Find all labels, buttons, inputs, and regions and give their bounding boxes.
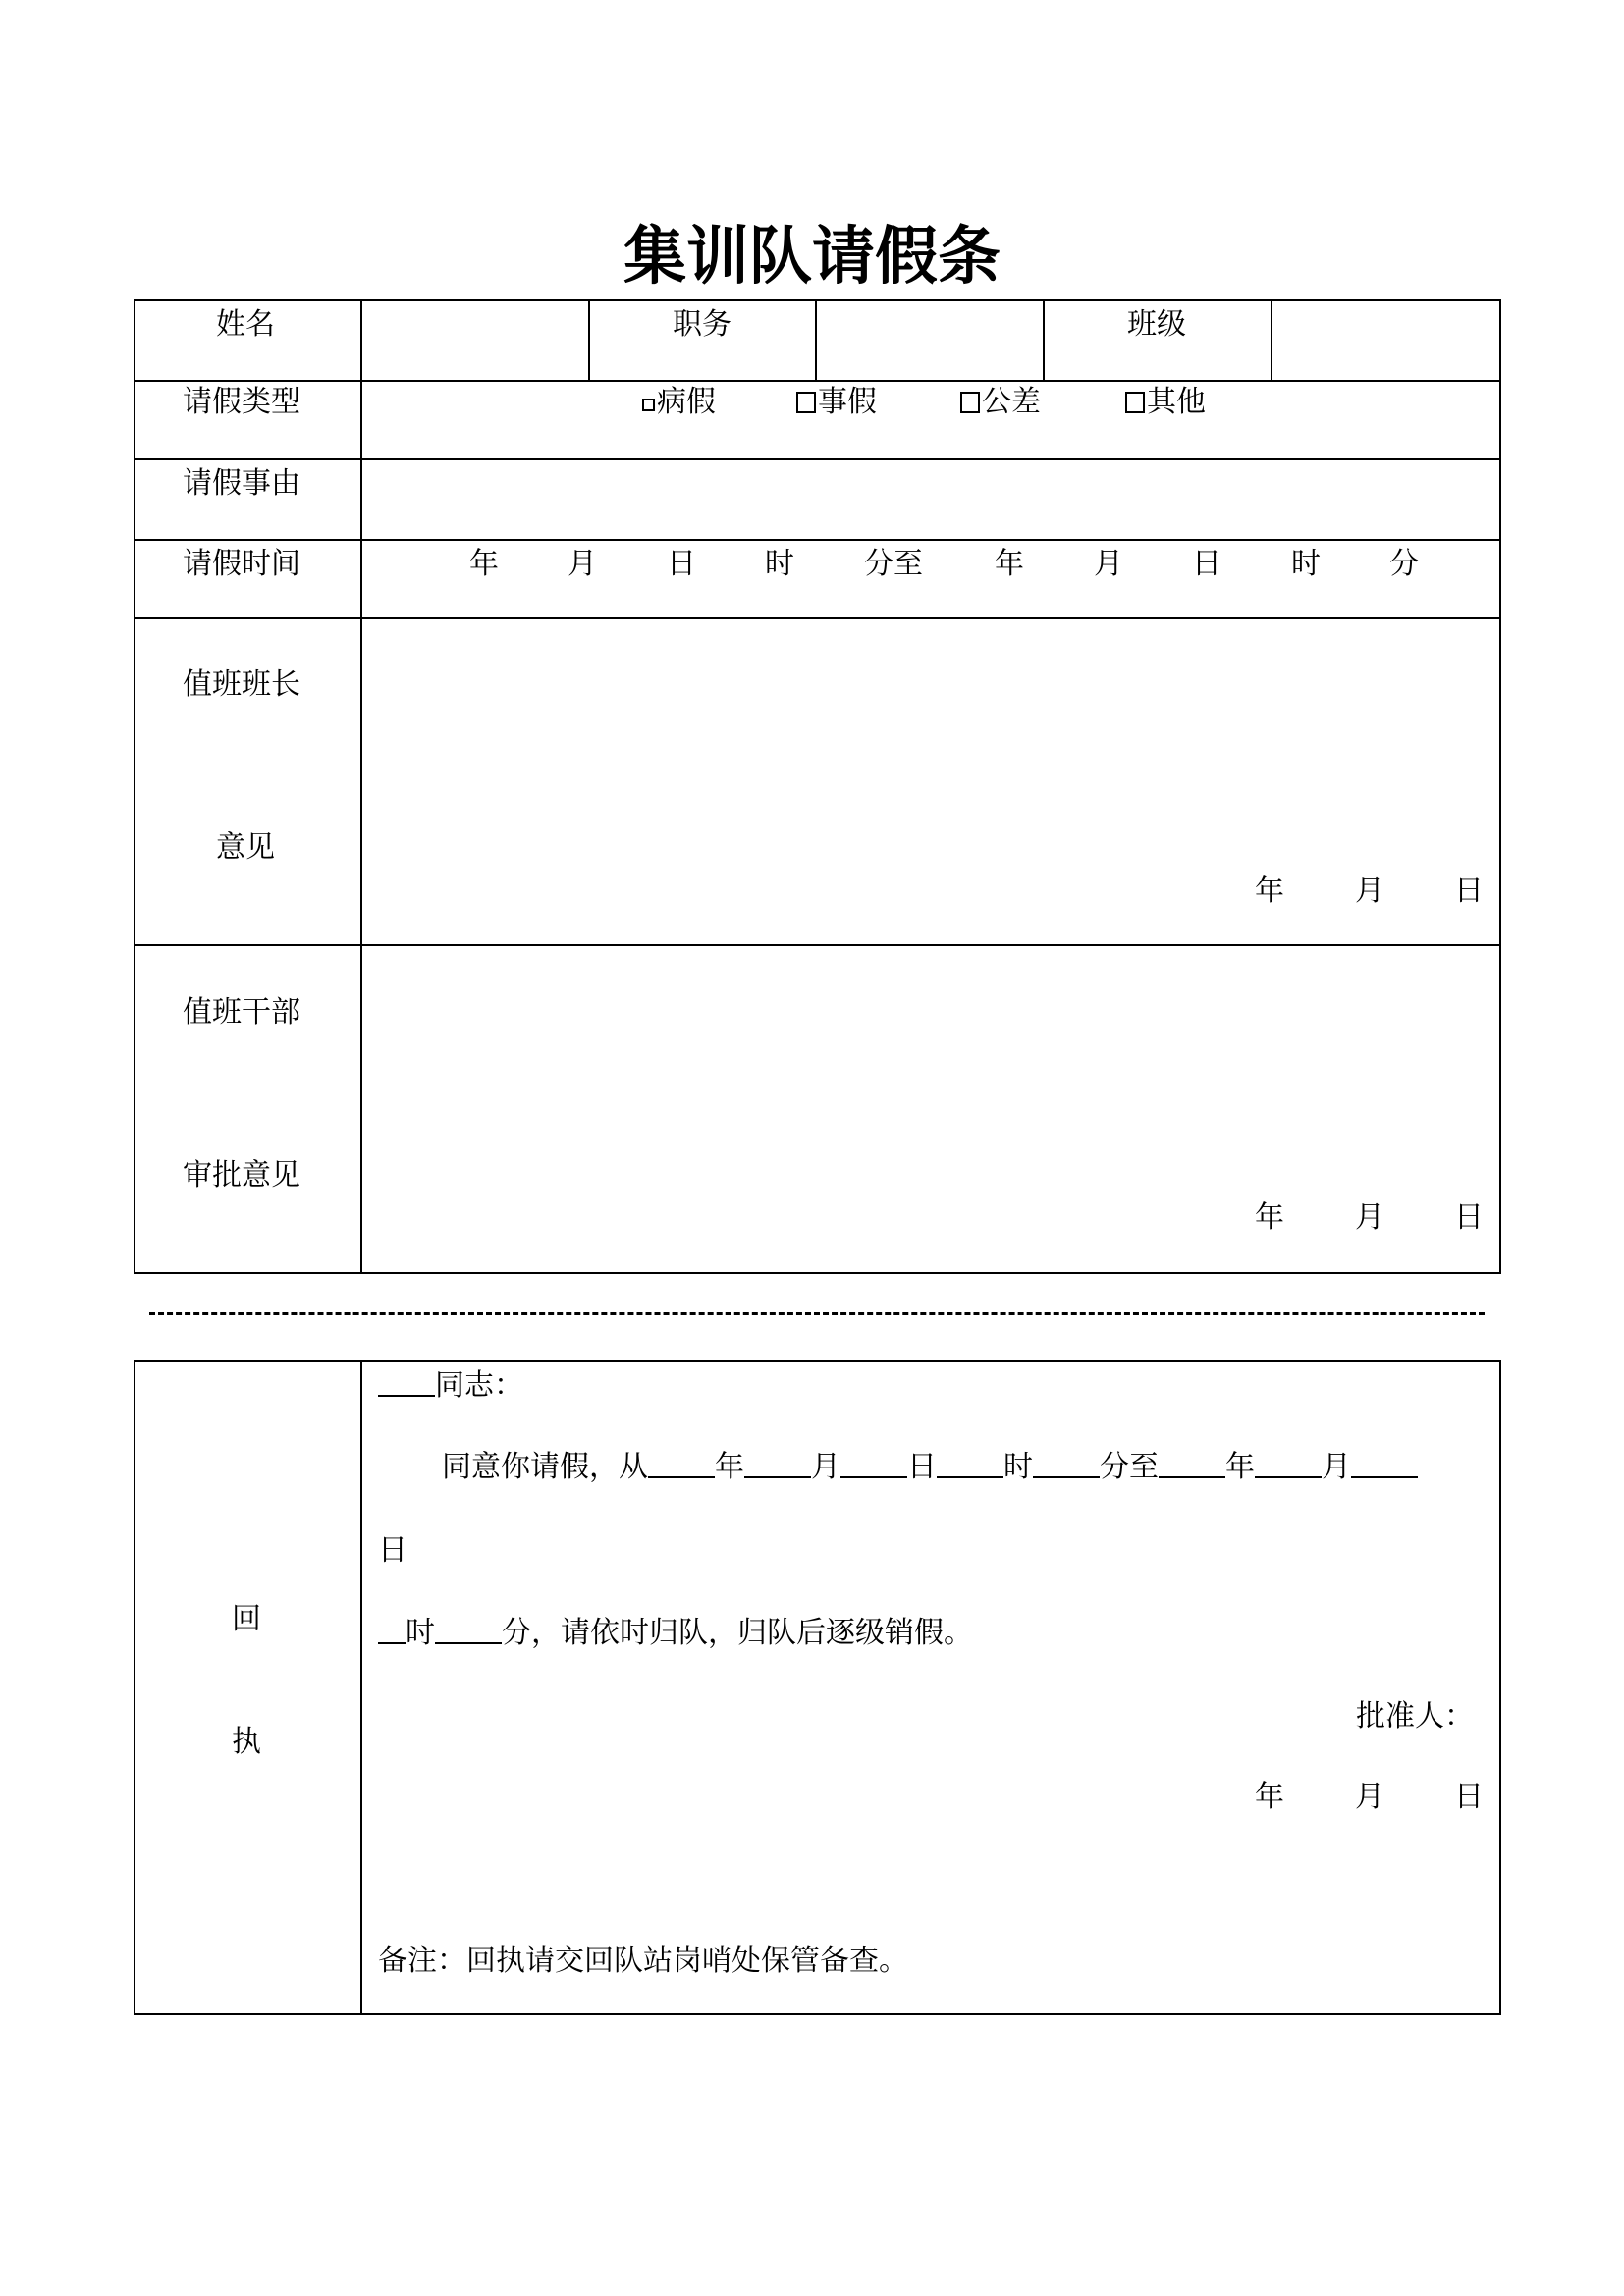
class-label: 班级 — [1127, 307, 1186, 342]
row-divider — [134, 539, 1501, 541]
blank[interactable] — [744, 1451, 811, 1478]
leave-type-option-personal[interactable]: 事假 — [796, 386, 877, 419]
date-unit: 年 — [1255, 1780, 1284, 1814]
time-unit: 月 — [568, 547, 597, 581]
blank[interactable] — [378, 1617, 406, 1644]
blank[interactable] — [435, 1617, 502, 1644]
time-unit: 日 — [667, 547, 696, 581]
time-unit: 分至 — [864, 547, 923, 581]
row-divider — [134, 617, 1501, 619]
date-unit: 年 — [1255, 874, 1284, 908]
blank[interactable] — [937, 1451, 1003, 1478]
column-divider — [815, 299, 817, 381]
reason-field[interactable] — [363, 461, 1498, 538]
receipt-note: 备注：回执请交回队站岗哨处保管备查。 — [378, 1944, 908, 1978]
monitor-opinion-label: 值班班长 — [183, 667, 300, 702]
leave-type-option-official[interactable]: 公差 — [960, 386, 1041, 419]
approver-label: 批准人： — [1356, 1699, 1474, 1734]
blank[interactable] — [1033, 1451, 1100, 1478]
officer-approval-label: 审批意见 — [183, 1158, 300, 1193]
date-unit: 日 — [1454, 874, 1484, 908]
approval-sentence-day: 日 — [378, 1533, 407, 1568]
column-divider — [360, 299, 362, 1274]
time-unit: 年 — [469, 547, 499, 581]
position-label: 职务 — [673, 307, 731, 342]
blank[interactable] — [1351, 1451, 1418, 1478]
monitor-opinion-label: 意见 — [216, 830, 275, 865]
row-divider — [134, 944, 1501, 946]
time-unit: 年 — [995, 547, 1024, 581]
officer-approval-field[interactable] — [363, 947, 1498, 1271]
column-divider — [1043, 299, 1045, 381]
time-unit: 日 — [1192, 547, 1221, 581]
leave-type-option-other[interactable]: 其他 — [1125, 386, 1206, 419]
page-title: 集训队请假条 — [623, 221, 1001, 294]
column-divider — [588, 299, 590, 381]
time-unit: 分 — [1389, 547, 1419, 581]
salutation-line: 同志： — [378, 1369, 523, 1403]
time-unit: 时 — [1291, 547, 1321, 581]
approval-sentence-time: 时 分，请依时归队，归队后逐级销假。 — [378, 1617, 973, 1650]
class-field[interactable] — [1273, 302, 1497, 379]
checkbox-icon[interactable] — [642, 399, 655, 411]
date-unit: 日 — [1454, 1201, 1484, 1235]
cut-line — [149, 1312, 1485, 1315]
officer-approval-label: 值班干部 — [183, 995, 300, 1030]
date-unit: 年 — [1255, 1201, 1284, 1235]
time-label: 请假时间 — [183, 547, 300, 581]
monitor-opinion-field[interactable] — [363, 620, 1498, 943]
checkbox-icon[interactable] — [796, 392, 816, 413]
date-unit: 月 — [1355, 1780, 1384, 1814]
receipt-side-label: 回 — [232, 1602, 261, 1636]
blank[interactable] — [648, 1451, 715, 1478]
row-divider — [134, 458, 1501, 460]
receipt-side-label: 执 — [232, 1725, 261, 1759]
position-field[interactable] — [818, 302, 1042, 379]
reason-label: 请假事由 — [183, 466, 300, 501]
blank[interactable] — [1255, 1451, 1322, 1478]
name-field[interactable] — [363, 302, 587, 379]
column-divider — [1271, 299, 1272, 381]
time-unit: 月 — [1094, 547, 1123, 581]
name-blank[interactable] — [378, 1369, 435, 1397]
time-unit: 时 — [765, 547, 794, 581]
date-unit: 日 — [1454, 1780, 1484, 1814]
date-unit: 月 — [1355, 1201, 1384, 1235]
blank[interactable] — [840, 1451, 907, 1478]
leave-type-label: 请假类型 — [183, 385, 300, 419]
name-label: 姓名 — [216, 307, 275, 342]
date-unit: 月 — [1355, 874, 1384, 908]
leave-type-option-sick[interactable]: 病假 — [642, 386, 716, 419]
blank[interactable] — [1159, 1451, 1225, 1478]
checkbox-icon[interactable] — [1125, 392, 1145, 413]
column-divider — [360, 1360, 362, 2015]
checkbox-icon[interactable] — [960, 392, 980, 413]
row-divider — [134, 380, 1501, 382]
approval-sentence: 同意你请假，从 年 月 日 时 分至 年 月 — [442, 1451, 1418, 1484]
